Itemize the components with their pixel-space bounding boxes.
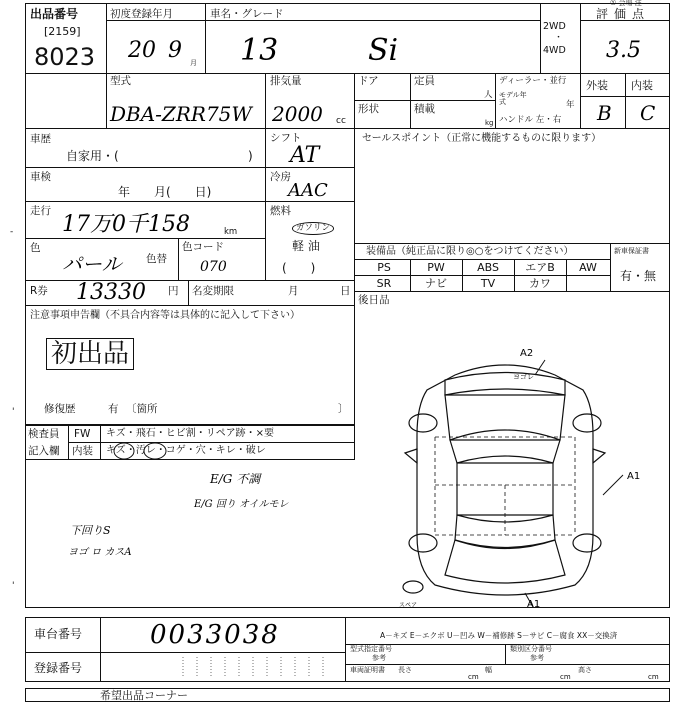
repair-yes: 有 [108, 403, 119, 415]
mirror-left [405, 449, 417, 463]
car-grade: Si [368, 33, 399, 68]
vehicle-cert-label: 車両証明書 [350, 666, 385, 674]
repair-bracket: 〔箇所 [126, 403, 158, 415]
front-bumper [445, 373, 565, 396]
shape-label: 形状 [358, 103, 379, 115]
fuel-petrol: ガソリン [292, 222, 334, 235]
lot-number: 8023 [34, 43, 96, 71]
lot-bracket: [2159] [44, 25, 81, 38]
dealer-label: ディーラー・並行 [499, 76, 567, 86]
person-unit: 人 [484, 90, 493, 100]
mirror-right [593, 449, 605, 463]
fuel-label: 燃料 [270, 205, 291, 217]
fw-label: FW [74, 428, 91, 440]
handwritten-note-1: E/G 不調 [210, 472, 261, 486]
handwritten-note-4: ヨゴ ロ カスA [68, 547, 132, 558]
warranty-value: 有・無 [620, 269, 657, 283]
history-value: 自家用・( [66, 149, 119, 163]
model-year-label: モデル年式 [499, 91, 527, 106]
km-unit: km [224, 227, 238, 237]
interior-label: 内装 [631, 79, 653, 92]
rear-seat-label: 後日品 [358, 294, 390, 306]
model-label: 型式 [110, 75, 131, 87]
chassis-value: 0033038 [150, 620, 280, 650]
displacement-value: 2000 [272, 102, 323, 126]
model-designation-label: 型式指定番号 [350, 645, 392, 653]
car-name-label: 車名・グレード [210, 8, 284, 20]
warranty-label: 新車保証書 [614, 247, 649, 255]
mileage-value: 17万0千158 [62, 212, 190, 237]
equipment-ps: PS [377, 261, 391, 274]
height-unit: cm [648, 673, 659, 681]
history-close: ) [248, 149, 253, 163]
month-unit: 月 [190, 59, 197, 67]
edge-mark: - [10, 227, 14, 237]
model-designation-ref: 参考 [372, 654, 386, 662]
mileage-label: 走行 [30, 205, 51, 217]
interior-grade: C [640, 101, 656, 125]
car-name: 13 [240, 33, 279, 68]
edge-mark: ' [12, 581, 15, 591]
lot-number-label: 出品番号 [30, 7, 79, 21]
first-registration-month: 9 [168, 38, 182, 63]
category-ref: 参考 [530, 654, 544, 662]
first-registration-year: 20 [128, 38, 156, 63]
drive-4wd-label: 4WD [543, 45, 566, 56]
recycle-value: 13330 [76, 280, 146, 305]
ac-value: AAC [288, 180, 328, 201]
expiry-day-unit: 日 [340, 285, 351, 297]
color-code-label: 色コード [182, 241, 224, 253]
registration-dotted-box [105, 655, 341, 680]
equipment-tv: TV [480, 277, 496, 290]
sales-point-label: セールスポイント（正常に機能するものに限ります） [362, 133, 602, 144]
length-label: 長さ [398, 666, 412, 674]
first-registration-label: 初度登録年月 [110, 8, 173, 20]
cc-unit: cc [336, 116, 346, 126]
expiry-month-unit: 月 [288, 285, 299, 297]
interior-circles [100, 440, 200, 462]
fuel-diesel: 軽 油 [292, 239, 320, 253]
equipment-airbag: エアB [525, 261, 555, 274]
damage-legend: A－キズ E－エクボ U－凹み W－補修跡 S－サビ C－腐食 XX－交換済 [380, 631, 618, 640]
displacement-label: 排気量 [270, 75, 302, 87]
capacity-label: 定員 [414, 75, 435, 87]
entry-label: 記入欄 [28, 445, 60, 457]
shift-label: シフト [270, 132, 302, 144]
fw-items: キズ・飛石・ヒビ割・リペア跡・×要 [106, 428, 274, 439]
width-unit: cm [560, 673, 571, 681]
equipment-abs: ABS [477, 261, 499, 274]
rear-window [455, 515, 555, 548]
drive-2wd-label: 2WD [543, 21, 566, 32]
year-unit: 年 [566, 100, 575, 110]
repair-close: 〕 [338, 403, 349, 415]
length-unit: cm [468, 673, 479, 681]
history-label: 車歴 [30, 133, 51, 145]
shift-value: AT [290, 143, 320, 168]
equipment-aw: AW [579, 261, 597, 274]
mark-yogo: ヨゴレ [513, 373, 534, 381]
wheel-front-right [573, 414, 601, 432]
hood [445, 395, 565, 440]
spare-tire [403, 581, 423, 593]
notes-title: 注意事項申告欄（不具合内容等は具体的に記入して下さい） [30, 310, 300, 321]
mark-a1-bottom: A1 [527, 599, 541, 610]
handwritten-note-3: 下回りS [70, 524, 111, 537]
color-value: パール [62, 252, 122, 276]
handle-label: ハンドル 左・右 [499, 115, 562, 125]
ac-label: 冷房 [270, 171, 291, 183]
drive-dot: ・ [554, 33, 564, 43]
inspection-label: 車検 [30, 171, 51, 183]
first-listing: 初出品 [46, 338, 134, 370]
fuel-other: ( ) [282, 261, 316, 275]
wheel-rear-left [409, 534, 437, 552]
equipment-navi: ナビ [425, 277, 447, 290]
mark-spare: スペア [399, 602, 418, 609]
windshield [450, 430, 560, 463]
color-code-value: 070 [200, 259, 227, 275]
width-label: 幅 [485, 666, 492, 674]
score-value: 3.5 [606, 38, 641, 63]
model-value: DBA-ZRR75W [110, 102, 252, 126]
repair-history-label: 修復歴 [44, 403, 76, 415]
equipment-leather: カワ [529, 277, 551, 290]
car-damage-diagram [395, 345, 670, 610]
listing-corner-label: 希望出品コーナー [100, 689, 188, 702]
interior-items: キズ・汚レ・コゲ・穴・キレ・破レ [106, 445, 266, 456]
equipment-pw: PW [427, 261, 445, 274]
wheel-front-left [409, 414, 437, 432]
score-label: 評価点 [596, 7, 651, 21]
inspection-value: 年 月( 日) [118, 185, 212, 199]
wheel-rear-right [573, 534, 601, 552]
height-label: 高さ [578, 666, 592, 674]
recycle-label: R券 [30, 285, 48, 297]
exterior-grade: B [597, 101, 612, 125]
exterior-label: 外装 [586, 79, 608, 92]
car-body-outline [417, 365, 593, 595]
equipment-label: 装備品（純正品に限り◎○をつけてください） [366, 246, 574, 257]
handwritten-note-2: E/G 回り オイルモレ [194, 499, 289, 510]
interior-note-label: 内装 [72, 445, 93, 457]
trunk [445, 540, 565, 583]
mark-a2: A2 [520, 348, 534, 359]
door-label: ドア [358, 75, 379, 87]
inspector-label: 検査員 [28, 428, 60, 440]
registration-number-label: 登録番号 [34, 661, 83, 675]
chassis-label: 車台番号 [34, 627, 83, 641]
equipment-sr: SR [376, 277, 392, 290]
category-label: 類別区分番号 [510, 645, 552, 653]
load-label: 積載 [414, 103, 435, 115]
color-label: 色 [30, 242, 41, 254]
mark-a1-side: A1 [627, 471, 641, 482]
yen-unit: 円 [168, 285, 179, 297]
repaint-label: 色替 [146, 253, 167, 265]
registration-expiry-label: 名変期限 [192, 285, 234, 297]
kg-unit: kg [485, 119, 494, 127]
edge-mark: ' [12, 407, 15, 417]
top-right-note: ① 会場 注 [610, 0, 642, 7]
